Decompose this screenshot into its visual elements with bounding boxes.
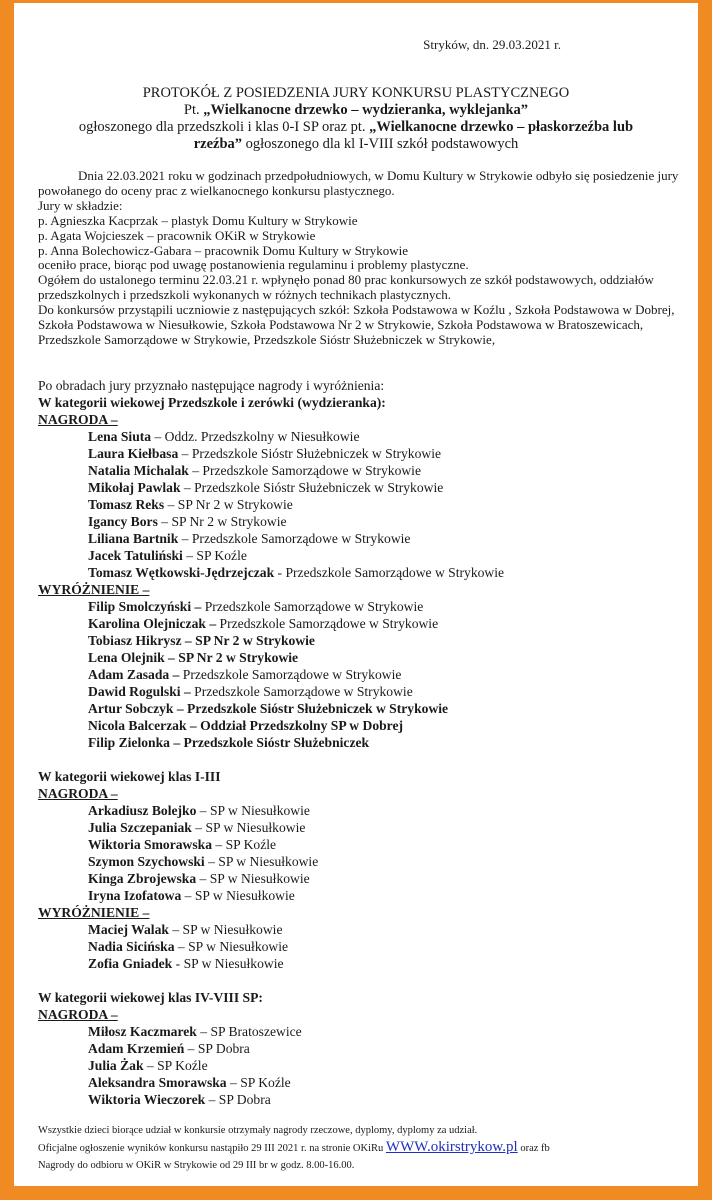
distinction-row: Filip Smolczyński – Przedszkole Samorządowe w Strykowie — [88, 599, 424, 614]
distinction-label: WYRÓŻNIENIE – — [38, 905, 150, 920]
winner-row: Szymon Szychowski – SP w Niesułkowie — [88, 854, 319, 869]
document-date: Stryków, dn. 29.03.2021 r. — [423, 37, 561, 52]
winner-row: Laura Kiełbasa – Przedszkole Sióstr Służebniczek w Strykowie — [88, 446, 442, 461]
distinction-row: Artur Sobczyk – Przedszkole Sióstr Służebniczek w Strykowie — [88, 701, 449, 716]
title-line-2: Pt. „Wielkanocne drzewko – wydzieranka, wyklejanka” — [183, 102, 529, 118]
distinction-row: Filip Zielonka – Przedszkole Sióstr Służebniczek — [88, 735, 370, 750]
winner-row: Arkadiusz Bolejko – SP w Niesułkowie — [88, 803, 310, 818]
award-label: NAGRODA – — [38, 412, 118, 427]
winner-row: Tomasz Reks – SP Nr 2 w Strykowie — [88, 497, 293, 512]
winner-row: Igancy Bors – SP Nr 2 w Strykowie — [88, 514, 287, 529]
distinction-row: Zofia Gniadek - SP w Niesułkowie — [88, 956, 284, 971]
winner-row: Tomasz Wętkowski-Jędrzejczak - Przedszkole Samorządowe w Strykowie — [88, 565, 505, 580]
intro-section — [38, 169, 683, 348]
winner-row: Aleksandra Smorawska – SP Koźle — [88, 1075, 291, 1090]
section-gap — [38, 751, 683, 768]
category-title: W kategorii wiekowej klas I-III — [38, 769, 221, 784]
award-label: NAGRODA – — [38, 1007, 118, 1022]
winner-row: Wiktoria Smorawska – SP Koźle — [88, 837, 277, 852]
winner-row: Iryna Izofatowa – SP w Niesułkowie — [88, 888, 295, 903]
footer-notes — [38, 1122, 683, 1174]
distinction-row: Karolina Olejniczak – Przedszkole Samorządowe w Strykowie — [88, 616, 439, 631]
footer-line: Wszystkie dzieci biorące udział w konkursie otrzymały nagrody rzeczowe, dyplomy, dyplomy za udział. — [38, 1125, 478, 1136]
title-line-1: PROTOKÓŁ Z POSIEDZENIA JURY KONKURSU PLASTYCZNEGO — [142, 85, 570, 101]
footer-line: Nagrody do odbioru w OKiR w Strykowie od 29 III br w godz. 8.00-16.00. — [38, 1160, 355, 1171]
website-link[interactable]: WWW.okirstrykow.pl — [385, 1139, 518, 1155]
distinction-row: Adam Zasada – Przedszkole Samorządowe w Strykowie — [88, 667, 402, 682]
footer-line: Oficjalne ogłoszenie wyników konkursu nastąpiło 29 III 2021 r. na stronie OKiRu WWW.okirstrykow.pl oraz fb — [38, 1139, 550, 1155]
section-gap — [38, 972, 683, 989]
award-label: NAGRODA – — [38, 786, 118, 801]
document-page — [14, 3, 698, 1186]
jury-member: p. Anna Bolechowicz-Gabara – pracownik Domu Kultury w Strykowie — [38, 242, 409, 258]
distinction-row: Lena Olejnik – SP Nr 2 w Strykowie — [88, 650, 299, 665]
results-section — [38, 377, 683, 1108]
evaluation-paragraph: oceniło prace, biorąc pod uwagę postanowienia regulaminu i problemy plastyczne. — [38, 257, 469, 273]
winner-row: Lena Siuta – Oddz. Przedszkolny w Niesułkowie — [88, 429, 360, 444]
title-line-4: rzeźba” ogłoszonego dla kl I-VIII szkół podstawowych — [193, 136, 519, 152]
winner-row: Liliana Bartnik – Przedszkole Samorządowe w Strykowie — [88, 531, 411, 546]
jury-member: p. Agnieszka Kacprzak – plastyk Domu Kultury w Strykowie — [38, 212, 358, 228]
schools-paragraph: Do konkursów przystąpili uczniowie z następujących szkół: Szkoła Podstawowa w Koźlu , Szkoła Podstawowa w Dobrej, Szkoła Podstawowa w Niesułkowie, Szkoła Podstawowa Nr 2 w Strykowie, Szkoła Podstawowa w Bratoszewicach, Przedszkole Samorządowe w Strykowie, Przedszkole Sióstr Służebniczek w Strykowie, — [38, 302, 675, 347]
jury-label: Jury w składzie: — [38, 197, 123, 213]
document-title — [14, 85, 698, 153]
winner-row: Natalia Michalak – Przedszkole Samorządowe w Strykowie — [88, 463, 421, 478]
results-intro: Po obradach jury przyznało następujące nagrody i wyróżnienia: — [38, 378, 385, 393]
distinction-row: Nadia Sicińska – SP w Niesułkowie — [88, 939, 289, 954]
category-title: W kategorii wiekowej Przedszkole i zerówki (wydzieranka): — [38, 395, 386, 410]
distinction-label: WYRÓŻNIENIE – — [38, 582, 150, 597]
winner-row: Jacek Tatuliński – SP Koźle — [88, 548, 247, 563]
winner-row: Julia Szczepaniak – SP w Niesułkowie — [88, 820, 306, 835]
distinction-row: Maciej Walak – SP w Niesułkowie — [88, 922, 283, 937]
jury-member: p. Agata Wojcieszek – pracownik OKiR w Strykowie — [38, 227, 316, 243]
winner-row: Julia Żak – SP Koźle — [88, 1058, 208, 1073]
distinction-row: Tobiasz Hikrysz – SP Nr 2 w Strykowie — [88, 633, 315, 648]
distinction-row: Nicola Balcerzak – Oddział Przedszkolny SP w Dobrej — [88, 718, 404, 733]
winner-row: Adam Krzemień – SP Dobra — [88, 1041, 250, 1056]
title-line-3: ogłoszonego dla przedszkoli i klas 0-I SP oraz pt. „Wielkanocne drzewko – płaskorzeźba lub — [78, 119, 634, 135]
winner-row: Kinga Zbrojewska – SP w Niesułkowie — [88, 871, 310, 886]
winner-row: Wiktoria Wieczorek – SP Dobra — [88, 1092, 271, 1107]
intro-paragraph: Dnia 22.03.2021 roku w godzinach przedpołudniowych, w Domu Kultury w Strykowie odbyło się posiedzenie jury powołanego do oceny prac z wielkanocnego konkursu plastycznego. — [38, 168, 679, 198]
submissions-paragraph: Ogółem do ustalonego terminu 22.03.21 r. wpłynęło ponad 80 prac konkursowych ze szkół podstawowych, oddziałów przedszkolnych i przedszkoli wykonanych w różnych technikach plastycznych. — [38, 272, 654, 303]
distinction-row: Dawid Rogulski – Przedszkole Samorządowe w Strykowie — [88, 684, 413, 699]
category-title: W kategorii wiekowej klas IV-VIII SP: — [38, 990, 263, 1005]
winner-row: Mikołaj Pawlak – Przedszkole Sióstr Służebniczek w Strykowie — [88, 480, 444, 495]
winner-row: Miłosz Kaczmarek – SP Bratoszewice — [88, 1024, 302, 1039]
